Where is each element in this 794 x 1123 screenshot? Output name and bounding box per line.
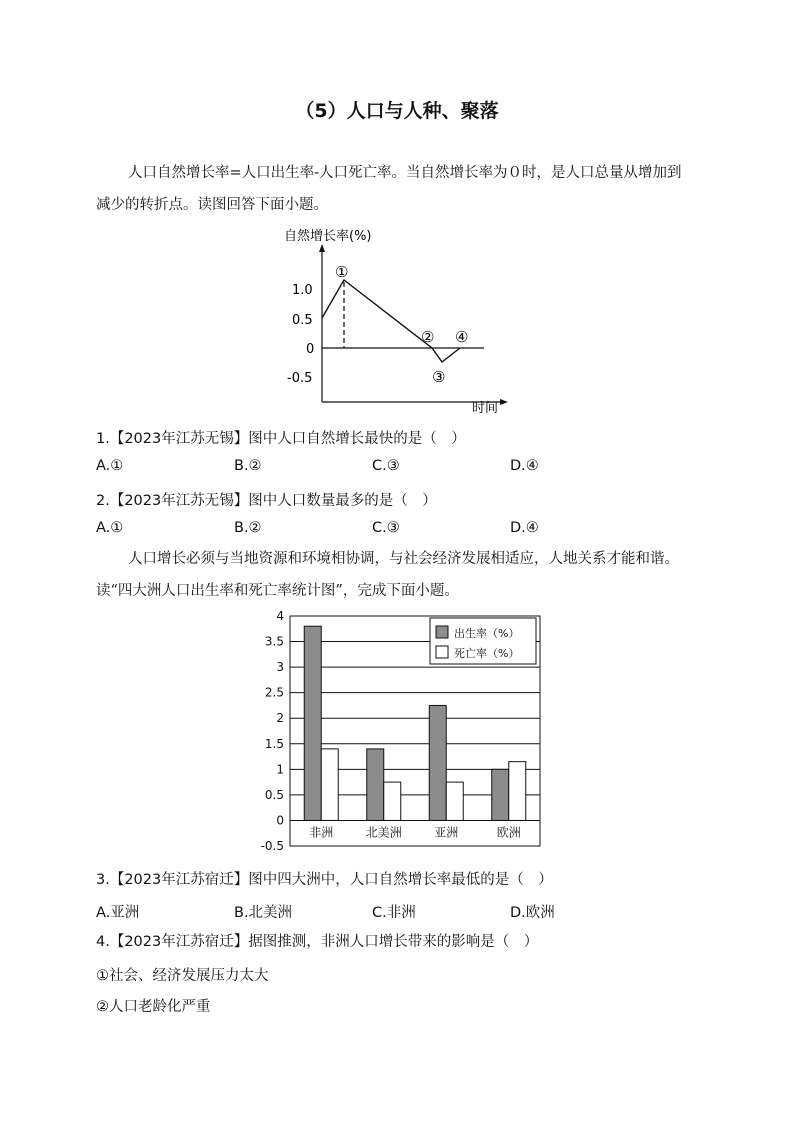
- fig1-xlabel: 时间: [472, 401, 499, 416]
- bar-chart-y-tick-label: 1.5: [264, 736, 284, 751]
- bar-birth-3: [492, 769, 509, 820]
- fig1-x-arrow: [500, 399, 508, 405]
- bar-chart-y-tick-label: 3: [276, 660, 284, 675]
- bar-birth-0: [304, 626, 321, 820]
- question-1-stem: 1.【2023年江苏无锡】图中人口自然增长最快的是（ ）: [96, 431, 466, 447]
- question-2-options: [96, 520, 696, 540]
- intro-paragraph-2: 人口增长必须与当地资源和环境相协调，与社会经济发展相适应，人地关系才能和谐。读“四大洲人口出生率和死亡率统计图”，完成下面小题。: [96, 551, 679, 599]
- q3-option-c[interactable]: C.非洲: [372, 905, 416, 921]
- bar-death-1: [384, 782, 401, 820]
- bar-death-0: [321, 749, 338, 821]
- bar-chart-legend: [430, 618, 536, 664]
- bar-chart-y-tick-label: 0.5: [264, 787, 284, 802]
- fig1-point-1: ①: [335, 263, 349, 281]
- legend-label: 死亡率（%）: [454, 647, 520, 660]
- fig1-tick-neg05: -0.5: [287, 371, 313, 386]
- q3-option-b[interactable]: B.北美洲: [234, 905, 293, 921]
- fig1-point-2: ②: [421, 328, 435, 346]
- fig1-point-3: ③: [432, 368, 446, 386]
- bar-chart-y-tick-label: -0.5: [260, 839, 284, 853]
- intro-paragraph-1: 人口自然增长率=人口出生率-人口死亡率。当自然增长率为０时，是人口总量从增加到减少的转折点。读图回答下面小题。: [96, 165, 682, 213]
- question-3-options: [96, 901, 696, 921]
- bar-chart-category-label: 非洲: [309, 825, 334, 840]
- fig1-point-4: ④: [455, 328, 469, 346]
- bar-chart-y-tick-label: 2: [276, 711, 284, 726]
- q3-option-d[interactable]: D.欧洲: [510, 905, 555, 921]
- question-2-stem: 2.【2023年江苏无锡】图中人口数量最多的是（ ）: [96, 493, 437, 509]
- q2-option-d[interactable]: D.④: [510, 520, 539, 536]
- legend-label: 出生率（%）: [454, 627, 520, 640]
- question-3-stem: 3.【2023年江苏宿迁】图中四大洲中，人口自然增长率最低的是（ ）: [96, 872, 553, 888]
- bar-chart-y-tick-label: 4: [276, 609, 284, 623]
- bar-chart-category-label: 欧洲: [496, 825, 521, 840]
- q4-item-1: ①社会、经济发展压力太大: [96, 968, 269, 984]
- q1-option-b[interactable]: B.②: [234, 458, 262, 474]
- q1-option-c[interactable]: C.③: [372, 458, 400, 474]
- fig1-growth-curve: [322, 280, 460, 362]
- bar-birth-1: [367, 749, 384, 821]
- legend-swatch: [436, 646, 448, 658]
- bar-chart-y-tick-label: 0: [276, 813, 284, 828]
- question-4-stem: 4.【2023年江苏宿迁】据图推测，非洲人口增长带来的影响是（ ）: [96, 934, 539, 950]
- fig1-tick-05: 0.5: [292, 313, 313, 328]
- q3-option-a[interactable]: A.亚洲: [96, 905, 140, 921]
- legend-swatch: [436, 626, 448, 638]
- bar-chart-y-tick-label: 1: [276, 762, 284, 777]
- q4-item-2: ②人口老龄化严重: [96, 999, 211, 1015]
- fig1-ylabel: 自然增长率(%): [284, 229, 372, 244]
- bar-chart-y-ticks: [261, 609, 284, 853]
- bar-birth-2: [429, 705, 446, 820]
- q2-option-a[interactable]: A.①: [96, 520, 124, 536]
- bar-death-3: [509, 762, 526, 821]
- question-1-options: [96, 458, 696, 478]
- q2-option-c[interactable]: C.③: [372, 520, 400, 536]
- q2-option-b[interactable]: B.②: [234, 520, 262, 536]
- bar-chart-category-label: 亚洲: [434, 825, 459, 840]
- bar-chart-category-label: 北美洲: [365, 825, 402, 840]
- fig1-tick-0: 0: [306, 342, 315, 357]
- fig1-tick-1: 1.0: [292, 283, 313, 298]
- page-title: （5）人口与人种、聚落: [295, 100, 499, 122]
- bar-chart-y-tick-label: 3.5: [264, 634, 284, 649]
- growth-rate-line-chart: [284, 222, 514, 417]
- bar-chart-y-tick-label: 2.5: [264, 685, 284, 700]
- q1-option-d[interactable]: D.④: [510, 458, 539, 474]
- bar-death-2: [446, 782, 463, 820]
- birth-death-rate-bar-chart: [250, 608, 550, 858]
- bar-chart-categories: [309, 824, 521, 839]
- q1-option-a[interactable]: A.①: [96, 458, 124, 474]
- fig1-y-arrow: [319, 244, 325, 252]
